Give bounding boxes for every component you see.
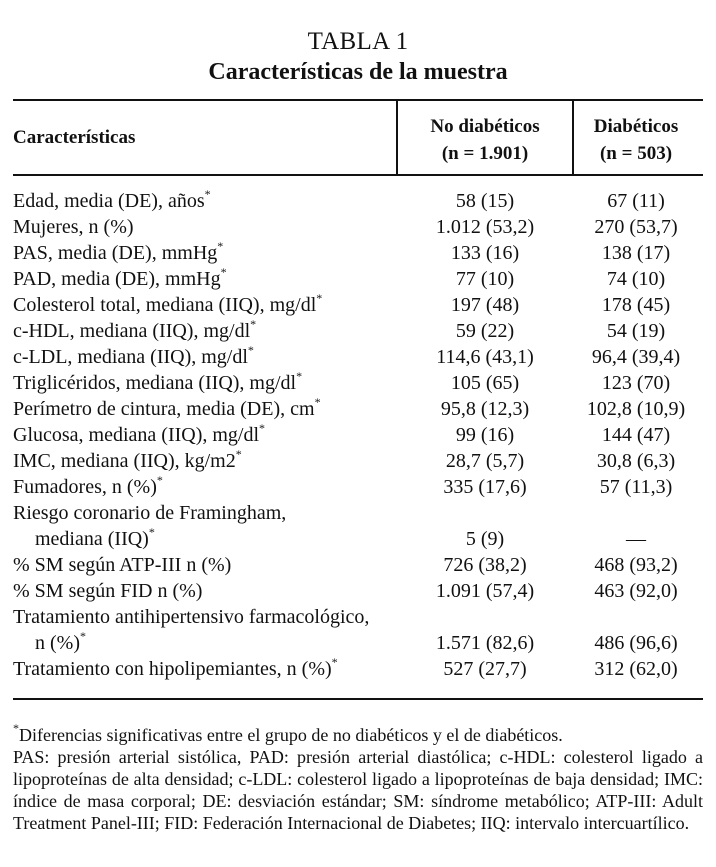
cell-diabetic: 67 (11)	[607, 190, 665, 212]
cell-diabetic: 57 (11,3)	[599, 476, 673, 498]
header-diabetic-title: Diabéticos	[593, 116, 679, 137]
header-non-diabetic	[400, 113, 570, 167]
row-label-text: Fumadores, n (%)	[13, 476, 157, 498]
row-label	[13, 422, 265, 448]
row-label-text: Perímetro de cintura, media (DE), cm	[13, 398, 315, 420]
row-label-text: Edad, media (DE), años	[13, 190, 205, 212]
row-label-text: c-LDL, mediana (IIQ), mg/dl	[13, 346, 248, 368]
row-label	[13, 214, 134, 240]
row-label	[13, 188, 211, 214]
row-label-text: % SM según FID n (%)	[13, 580, 203, 602]
row-label-text: c-HDL, mediana (IIQ), mg/dl	[13, 320, 251, 342]
table-row	[0, 214, 716, 240]
significance-asterisk: *	[217, 239, 224, 253]
row-label	[13, 344, 254, 370]
table-row	[0, 656, 716, 682]
table-row	[0, 318, 716, 344]
row-label-text: PAS, media (DE), mmHg	[13, 242, 218, 264]
table-row	[0, 474, 716, 500]
significance-asterisk: *	[316, 291, 323, 305]
row-label	[13, 604, 369, 656]
table-row	[0, 188, 716, 214]
table-row	[0, 422, 716, 448]
row-label-text: IMC, mediana (IIQ), kg/m2	[13, 450, 236, 472]
significance-asterisk: *	[156, 473, 163, 487]
table-row	[0, 396, 716, 422]
cell-diabetic: 178 (45)	[601, 294, 671, 316]
row-label	[13, 292, 322, 318]
cell-diabetic: 312 (62,0)	[594, 658, 678, 680]
table-row	[0, 552, 716, 578]
row-label	[13, 474, 163, 500]
table-row	[0, 240, 716, 266]
table-row	[0, 500, 716, 552]
cell-diabetic: 270 (53,7)	[594, 216, 678, 238]
cell-non-diabetic: 726 (38,2)	[443, 554, 527, 576]
cell-non-diabetic: 99 (16)	[455, 424, 515, 446]
significance-asterisk: *	[235, 447, 242, 461]
header-rule	[13, 174, 703, 176]
row-label-text: Glucosa, mediana (IIQ), mg/dl	[13, 424, 260, 446]
cell-diabetic: 74 (10)	[606, 268, 666, 290]
significance-asterisk: *	[250, 317, 257, 331]
row-label	[13, 318, 256, 344]
table-row	[0, 292, 716, 318]
table-row	[0, 266, 716, 292]
cell-non-diabetic: 133 (16)	[450, 242, 520, 264]
row-label	[13, 266, 227, 292]
row-label-text: Tratamiento antihipertensivo farmacológico,	[13, 606, 370, 628]
cell-non-diabetic: 114,6 (43,1)	[436, 346, 534, 368]
cell-non-diabetic: 105 (65)	[450, 372, 520, 394]
significance-asterisk: *	[148, 525, 155, 539]
significance-asterisk: *	[79, 629, 86, 643]
significance-asterisk: *	[314, 395, 321, 409]
row-label	[13, 396, 321, 422]
table-row	[0, 604, 716, 656]
cell-non-diabetic: 95,8 (12,3)	[440, 398, 530, 420]
row-label	[13, 370, 302, 396]
table-subtitle: Características de la muestra	[208, 59, 508, 85]
cell-diabetic: 468 (93,2)	[594, 554, 678, 576]
header-non-diabetic-title: No diabéticos	[430, 116, 540, 137]
bottom-rule	[13, 698, 703, 700]
cell-non-diabetic: 1.571 (82,6)	[435, 632, 535, 654]
cell-diabetic: —	[626, 528, 646, 550]
cell-non-diabetic: 197 (48)	[450, 294, 520, 316]
table-title: TABLA 1	[307, 28, 409, 55]
row-label-continuation-text: n (%)	[35, 632, 80, 654]
row-label	[13, 578, 202, 604]
row-label	[13, 500, 286, 552]
footnote-significance	[13, 721, 703, 746]
table-row	[0, 578, 716, 604]
header-non-diabetic-count: (n = 1.901)	[441, 143, 529, 164]
cell-diabetic: 30,8 (6,3)	[596, 450, 676, 472]
row-label	[13, 552, 231, 578]
cell-non-diabetic: 1.012 (53,2)	[435, 216, 535, 238]
cell-diabetic: 102,8 (10,9)	[586, 398, 686, 420]
row-label-text: Tratamiento con hipolipemiantes, n (%)	[13, 658, 332, 680]
cell-non-diabetic: 1.091 (57,4)	[435, 580, 535, 602]
row-label-text: Colesterol total, mediana (IIQ), mg/dl	[13, 294, 317, 316]
table-row	[0, 370, 716, 396]
significance-asterisk: *	[259, 421, 266, 435]
cell-non-diabetic: 527 (27,7)	[443, 658, 527, 680]
table-footnote	[13, 721, 703, 834]
row-label-text: Riesgo coronario de Framingham,	[13, 502, 287, 524]
significance-asterisk: *	[220, 265, 227, 279]
column-divider-1	[396, 99, 398, 175]
row-label	[13, 656, 338, 682]
row-label-text: % SM según ATP-III n (%)	[13, 554, 232, 576]
significance-asterisk: *	[204, 187, 211, 201]
table-row	[0, 448, 716, 474]
row-label-continuation	[13, 630, 369, 656]
footnote-asterisk: *	[13, 721, 19, 735]
significance-asterisk: *	[247, 343, 254, 357]
row-label-continuation	[13, 526, 286, 552]
cell-diabetic: 463 (92,0)	[594, 580, 678, 602]
cell-diabetic: 123 (70)	[601, 372, 671, 394]
cell-non-diabetic: 5 (9)	[465, 528, 505, 550]
cell-non-diabetic: 59 (22)	[455, 320, 515, 342]
footnote-significance-text: Diferencias significativas entre el grupo de no diabéticos y el de diabéticos.	[19, 725, 563, 745]
row-label	[13, 448, 242, 474]
footnote-abbreviations: PAS: presión arterial sistólica, PAD: presión arterial diastólica; c-HDL: colesterol ligado a lipoproteínas de alta densidad; c-LDL: colesterol ligado a lipoproteínas de baja densidad; IMC: índice de masa corporal; DE: desviación estándar; SM: síndrome metabólico; ATP-III: Adult Treatment Panel-III; FID: Federación Internacional de Diabetes; IIQ: intervalo intercuartílico.	[13, 747, 703, 833]
row-label-text: Mujeres, n (%)	[13, 216, 134, 238]
cell-non-diabetic: 335 (17,6)	[443, 476, 527, 498]
row-label-text: Triglicéridos, mediana (IIQ), mg/dl	[13, 372, 297, 394]
cell-diabetic: 54 (19)	[606, 320, 666, 342]
cell-non-diabetic: 28,7 (5,7)	[445, 450, 525, 472]
row-label-text: PAD, media (DE), mmHg	[13, 268, 221, 290]
cell-diabetic: 486 (96,6)	[594, 632, 678, 654]
cell-non-diabetic: 58 (15)	[455, 190, 515, 212]
top-rule	[13, 99, 703, 101]
significance-asterisk: *	[331, 655, 338, 669]
significance-asterisk: *	[296, 369, 303, 383]
header-characteristics: Características	[13, 127, 136, 148]
cell-diabetic: 138 (17)	[601, 242, 671, 264]
header-diabetic-count: (n = 503)	[599, 143, 673, 164]
table-row	[0, 344, 716, 370]
cell-non-diabetic: 77 (10)	[455, 268, 515, 290]
row-label	[13, 240, 223, 266]
cell-diabetic: 144 (47)	[601, 424, 671, 446]
row-label-continuation-text: mediana (IIQ)	[35, 528, 149, 550]
cell-diabetic: 96,4 (39,4)	[591, 346, 681, 368]
header-diabetic	[574, 113, 698, 167]
